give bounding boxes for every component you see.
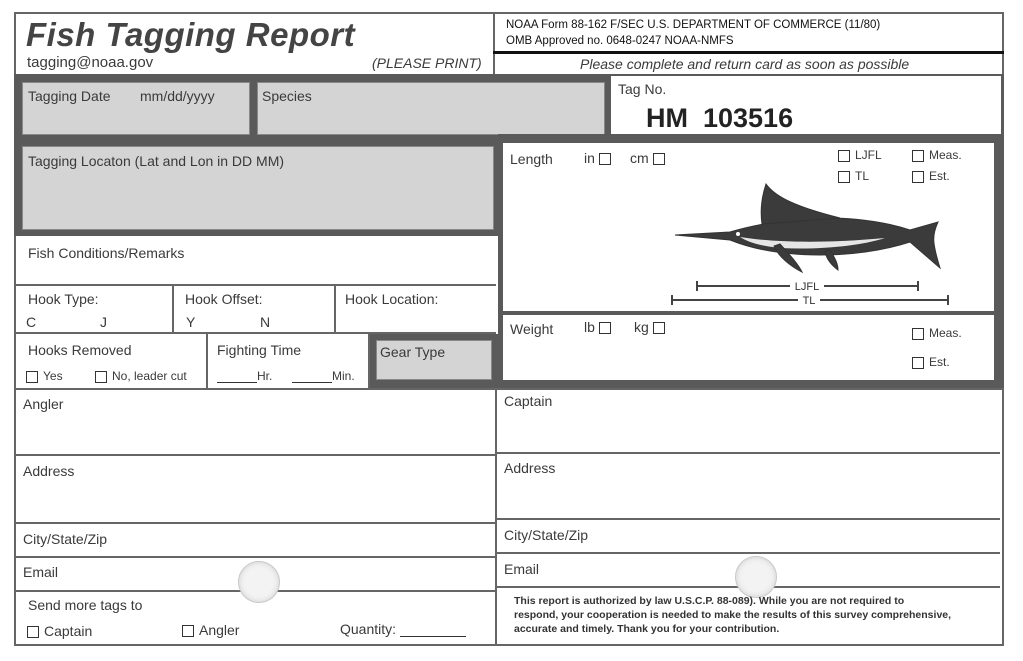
fighting-time-hours[interactable]	[217, 369, 272, 383]
conditions-field[interactable]	[16, 236, 496, 286]
please-print-note: (PLEASE PRINT)	[372, 55, 482, 71]
ljfl-diagram-label: LJFL	[794, 281, 820, 293]
captain-address-label: Address	[504, 460, 556, 476]
captain-address-field[interactable]	[497, 454, 1000, 520]
send-angler-text: Angler	[199, 622, 240, 638]
form-number-line: NOAA Form 88-162 F/SEC U.S. DEPARTMENT OF COMMERCE (11/80)	[506, 19, 881, 31]
send-more-label: Send more tags to	[28, 597, 143, 613]
weight-meas-option[interactable]	[912, 326, 962, 340]
tl-text: TL	[855, 169, 870, 183]
punch-hole-right	[735, 556, 777, 598]
captain-city-label: City/State/Zip	[504, 527, 589, 543]
contact-email: tagging@noaa.gov	[27, 54, 154, 71]
disclaimer-line-2: respond, your cooperation is needed to make the results of this survey comprehensive,	[514, 609, 952, 621]
fighting-time-minutes[interactable]	[292, 369, 355, 383]
weight-kg-checkbox[interactable]	[653, 322, 665, 334]
captain-label: Captain	[504, 393, 553, 409]
length-cm-option[interactable]	[630, 150, 670, 166]
angler-city-label: City/State/Zip	[23, 531, 108, 547]
length-meas-text: Meas.	[929, 148, 962, 162]
weight-kg-option[interactable]	[634, 319, 670, 335]
punch-hole-left	[238, 561, 280, 603]
form-title: Fish Tagging Report	[26, 16, 356, 53]
length-meas-option[interactable]	[912, 148, 962, 162]
length-cm-checkbox[interactable]	[653, 153, 665, 165]
hooks-yes-checkbox[interactable]	[26, 371, 38, 383]
quantity-field[interactable]	[340, 621, 466, 637]
disclaimer-line-1: This report is authorized by law U.S.C.P. 88-089). While you are not required to	[514, 595, 905, 607]
hook-location-label: Hook Location:	[345, 291, 439, 307]
quantity-label: Quantity:	[340, 621, 397, 637]
hours-line[interactable]	[217, 370, 257, 383]
weight-lb-checkbox[interactable]	[599, 322, 611, 334]
length-label: Length	[510, 151, 553, 167]
length-cm-text: cm	[630, 150, 649, 166]
tagging-date-format: mm/dd/yyyy	[140, 88, 215, 104]
hooks-yes-option[interactable]	[26, 369, 63, 383]
captain-field[interactable]	[497, 390, 1000, 454]
hooks-no-checkbox[interactable]	[95, 371, 107, 383]
marlin-icon	[675, 184, 940, 272]
omb-line: OMB Approved no. 0648-0247 NOAA-NMFS	[506, 35, 734, 47]
tagging-location-label: Tagging Locaton (Lat and Lon in DD MM)	[28, 153, 285, 169]
gear-type-label: Gear Type	[380, 344, 446, 360]
length-in-checkbox[interactable]	[599, 153, 611, 165]
angler-address-field[interactable]	[16, 456, 495, 524]
header-left-rule	[493, 54, 495, 74]
hook-offset-label: Hook Offset:	[185, 291, 263, 307]
angler-email-label: Email	[23, 564, 59, 580]
weight-kg-text: kg	[634, 319, 649, 335]
minutes-text: Min.	[332, 369, 355, 383]
quantity-line[interactable]	[400, 622, 466, 637]
conditions-label: Fish Conditions/Remarks	[28, 245, 185, 261]
tl-diagram-label: TL	[802, 295, 816, 307]
hook-offset-y[interactable]: Y	[186, 314, 196, 330]
weight-est-checkbox[interactable]	[912, 357, 924, 369]
send-angler-option[interactable]	[182, 622, 239, 638]
hooks-no-text: No, leader cut	[112, 369, 187, 383]
length-ljfl-option[interactable]	[838, 148, 882, 162]
weight-est-option[interactable]	[912, 355, 950, 369]
fighting-time-label: Fighting Time	[217, 342, 302, 358]
hook-offset-n[interactable]: N	[260, 314, 271, 330]
weight-lb-option[interactable]	[584, 319, 616, 335]
send-angler-checkbox[interactable]	[182, 625, 194, 637]
minutes-line[interactable]	[292, 370, 332, 383]
hooks-removed-label: Hooks Removed	[28, 342, 132, 358]
send-captain-checkbox[interactable]	[27, 626, 39, 638]
hooks-no-option[interactable]	[95, 369, 187, 383]
hooks-yes-text: Yes	[43, 369, 63, 383]
weight-label: Weight	[510, 321, 554, 337]
angler-label: Angler	[23, 396, 64, 412]
hook-type-label: Hook Type:	[28, 291, 99, 307]
send-captain-text: Captain	[44, 623, 93, 639]
angler-field[interactable]	[16, 390, 495, 456]
tagging-date-label: Tagging Date	[28, 88, 111, 104]
ljfl-checkbox[interactable]	[838, 150, 850, 162]
send-captain-option[interactable]	[27, 623, 92, 639]
weight-meas-checkbox[interactable]	[912, 328, 924, 340]
hook-type-c[interactable]: C	[26, 314, 37, 330]
marlin-illustration	[670, 180, 960, 310]
species-label: Species	[262, 88, 312, 104]
tag-no-value: HM 103516	[646, 103, 794, 133]
length-est-text: Est.	[929, 169, 950, 183]
length-in-text: in	[584, 150, 595, 166]
weight-meas-text: Meas.	[929, 326, 962, 340]
hours-text: Hr.	[257, 369, 273, 383]
disclaimer-line-3: accurate and timely. Thank you for your contribution.	[514, 623, 780, 635]
disclaimer	[514, 594, 994, 636]
captain-email-label: Email	[504, 561, 540, 577]
length-meas-checkbox[interactable]	[912, 150, 924, 162]
weight-est-text: Est.	[929, 355, 950, 369]
header-rule	[493, 51, 1004, 54]
ljfl-text: LJFL	[855, 148, 882, 162]
weight-panel	[503, 315, 994, 380]
hook-type-j[interactable]: J	[100, 314, 107, 330]
angler-address-label: Address	[23, 463, 75, 479]
return-note: Please complete and return card as soon as possible	[580, 56, 910, 72]
length-in-option[interactable]	[584, 150, 616, 166]
weight-lb-text: lb	[584, 319, 595, 335]
tag-no-label: Tag No.	[618, 81, 667, 97]
